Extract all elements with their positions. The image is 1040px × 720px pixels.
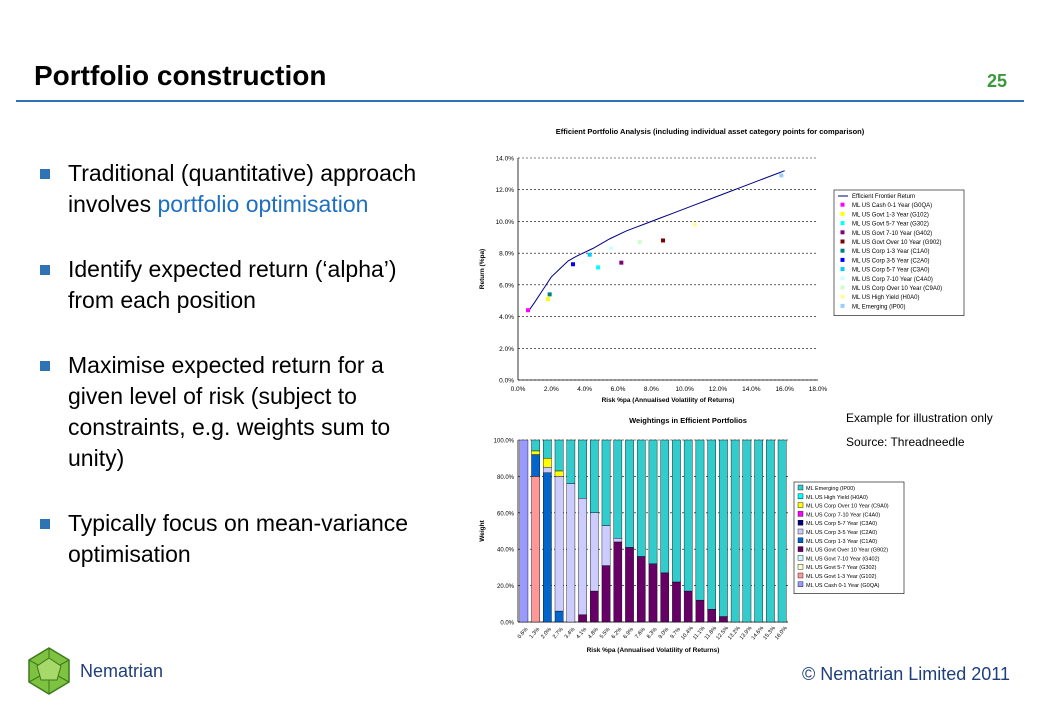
legend-label: ML US Corp 3-5 Year (C2A0) (852, 258, 930, 265)
y-axis-label: Return (%pa) (479, 248, 486, 290)
x-tick-label: 8.3% (645, 626, 659, 641)
y-tick-label: 6.0% (499, 282, 514, 290)
legend-label: ML US Corp 1-3 Year (C1A0) (852, 249, 930, 256)
bar-segment (625, 440, 633, 547)
data-point (527, 309, 530, 312)
y-tick-label: 0.0% (500, 620, 514, 627)
bullet-marker (40, 361, 50, 371)
legend-swatch (841, 304, 844, 307)
y-tick-label: 12.0% (495, 187, 514, 195)
legend-label: ML US Cash 0-1 Year (G0QA) (852, 203, 933, 210)
bar-segment (555, 440, 563, 471)
data-point (638, 241, 641, 244)
legend-swatch (798, 538, 803, 543)
bullet-text: Identify expected return (‘alpha’) from each position (68, 256, 397, 313)
highlight-text: portfolio optimisation (157, 191, 369, 217)
bar-segment (614, 538, 622, 542)
x-tick-label: 11.1% (692, 625, 707, 642)
x-tick-label: 10.4% (680, 625, 695, 642)
chart-title: Weightings in Efficient Portfolios (629, 416, 747, 425)
bar-segment (532, 451, 540, 455)
legend-swatch (798, 485, 803, 490)
x-tick-label: 1.3% (528, 626, 542, 641)
data-point (572, 263, 575, 266)
legend-label: ML US Corp Over 10 Year (C9A0) (806, 503, 889, 510)
bullet-text: Maximise expected return for a given level of risk (subject to constraints, e.g. weights sum to unity) (68, 352, 391, 471)
bar-segment (614, 440, 622, 538)
brand-name: Nematrian (80, 661, 164, 681)
legend-swatch (798, 503, 803, 508)
x-tick-label: 10.0% (675, 386, 694, 393)
bar-segment (555, 611, 563, 622)
legend-swatch (798, 573, 803, 578)
data-point (662, 239, 665, 242)
y-tick-label: 14.0% (495, 155, 514, 163)
bar-segment (743, 440, 751, 622)
bar-segment (578, 440, 586, 498)
nematrian-logo-icon (24, 646, 74, 696)
legend-label: ML US Govt 1-3 Year (G102) (806, 574, 877, 580)
bar-segment (661, 573, 669, 622)
y-tick-label: 0.0% (499, 377, 514, 385)
x-tick-label: 9.0% (657, 626, 671, 641)
legend-label: Efficient Frontier Return (852, 194, 916, 200)
data-point (620, 261, 623, 264)
legend-swatch (841, 268, 844, 271)
legend-swatch (798, 494, 803, 499)
y-tick-label: 2.0% (499, 345, 514, 353)
bar-segment (543, 440, 551, 458)
bar-segment (766, 440, 774, 622)
legend-swatch (841, 240, 844, 243)
legend-label: ML Emerging (IP00) (806, 486, 856, 492)
x-axis-label: Risk %pa (Annualised Volatility of Returns) (601, 397, 735, 404)
data-point (548, 293, 551, 296)
bar-segment (555, 471, 563, 476)
legend-label: ML US Corp 7-10 Year (C4A0) (806, 512, 881, 519)
bullet-list (40, 158, 420, 604)
bullet-marker (40, 169, 50, 179)
x-tick-label: 4.1% (575, 626, 589, 641)
data-point (547, 298, 550, 301)
illustration-note: Example for illustration only (846, 411, 993, 425)
x-tick-label: 6.0% (610, 386, 626, 393)
legend-swatch (798, 547, 803, 552)
bullet-text: Traditional (quantitative) approach involves portfolio optimisation (68, 160, 417, 217)
bar-segment (567, 484, 575, 622)
y-axis-label: Weight (479, 520, 486, 542)
slide-title: Portfolio construction (34, 60, 327, 91)
bar-segment (778, 440, 786, 622)
legend-swatch (841, 286, 844, 289)
bar-segment (755, 440, 763, 622)
bar-segment (708, 609, 716, 622)
legend-swatch (841, 222, 844, 225)
bar-segment (625, 547, 633, 622)
bullet-marker (40, 265, 50, 275)
legend-swatch (798, 582, 803, 587)
bar-segment (602, 566, 610, 622)
data-point (597, 266, 600, 269)
legend-label: ML US Govt 5-7 Year (G302) (806, 565, 877, 572)
x-tick-label: 2.7% (551, 626, 565, 641)
legend-label: ML US High Yield (H0A0) (852, 295, 920, 302)
x-tick-label: 0.0% (510, 386, 526, 393)
bar-segment (555, 476, 563, 611)
bar-segment (696, 440, 704, 600)
data-point (693, 223, 696, 226)
bar-segment (602, 440, 610, 526)
bar-segment (731, 440, 739, 622)
legend-swatch (841, 258, 844, 261)
bullet-item (40, 508, 420, 570)
x-tick-label: 16.0% (774, 625, 789, 642)
bar-segment (520, 440, 528, 622)
legend-label: ML US Corp Over 10 Year (C9A0) (852, 286, 943, 292)
legend-label: ML US Govt Over 10 Year (G902) (852, 240, 942, 246)
bar-segment (719, 440, 727, 617)
bar-segment (672, 440, 680, 582)
bar-segment (578, 498, 586, 614)
x-tick-label: 13.9% (738, 625, 754, 642)
x-tick-label: 18.0% (808, 386, 828, 393)
source-note: Source: Threadneedle (846, 435, 965, 449)
x-tick-label: 6.2% (610, 626, 624, 641)
x-tick-label: 6.9% (622, 626, 636, 641)
bar-segment (543, 458, 551, 467)
y-tick-label: 100.0% (493, 438, 514, 445)
legend-label: ML US Corp 3-5 Year (C2A0) (806, 530, 878, 536)
bar-segment (532, 455, 540, 477)
y-tick-label: 10.0% (495, 218, 514, 226)
bar-segment (661, 440, 669, 573)
bar-segment (532, 476, 540, 622)
bar-segment (637, 556, 645, 622)
frontier-line (528, 171, 785, 312)
y-tick-label: 4.0% (499, 314, 514, 322)
x-tick-label: 12.5% (715, 625, 730, 642)
bullet-item (40, 158, 420, 220)
bullet-item (40, 254, 420, 316)
bullet-item (40, 350, 420, 474)
bar-segment (684, 440, 692, 591)
legend-label: ML US Corp 7-10 Year (C4A0) (852, 276, 933, 283)
legend-label: ML US Corp 5-7 Year (C3A0) (852, 267, 930, 274)
bullet-text: Typically focus on mean-variance optimisation (68, 510, 409, 567)
bar-segment (719, 617, 727, 622)
bar-segment (602, 526, 610, 566)
x-tick-label: 4.0% (577, 386, 593, 393)
x-tick-label: 13.2% (727, 625, 742, 642)
legend-swatch (841, 249, 844, 252)
x-tick-label: 2.0% (540, 626, 553, 641)
x-tick-label: 16.0% (775, 386, 794, 393)
legend-swatch (841, 203, 844, 206)
legend-label: ML US Govt Over 10 Year (G902) (806, 547, 889, 554)
legend-swatch (798, 529, 803, 534)
y-tick-label: 8.0% (499, 250, 514, 258)
bar-segment (590, 513, 598, 591)
bar-segment (590, 440, 598, 513)
bar-segment (649, 440, 657, 564)
legend-swatch (841, 277, 844, 280)
legend-label: ML Emerging (IP00) (852, 304, 906, 311)
x-axis-label: Risk %pa (Annualised Volatility of Returns) (586, 647, 720, 654)
chart-title: Efficient Portfolio Analysis (including individual asset category points for comparison) (555, 127, 865, 136)
x-tick-label: 5.5% (598, 626, 612, 641)
bar-segment (708, 440, 716, 609)
legend-label: ML US Cash 0-1 Year (G0QA) (806, 582, 880, 589)
x-tick-label: 7.6% (634, 626, 647, 641)
bar-segment (543, 473, 551, 622)
x-tick-label: 4.8% (587, 626, 600, 641)
legend-swatch (841, 212, 844, 215)
bar-segment (649, 564, 657, 622)
x-tick-label: 15.3% (762, 625, 777, 642)
bar-segment (637, 440, 645, 556)
x-tick-label: 12.0% (708, 386, 728, 393)
bar-segment (684, 591, 692, 622)
legend-swatch (798, 511, 803, 516)
y-tick-label: 80.0% (496, 474, 514, 481)
x-tick-label: 9.7% (669, 626, 683, 641)
legend-label: ML US Corp 1-3 Year (C1A0) (806, 538, 878, 545)
legend-swatch (841, 231, 844, 234)
bar-segment (696, 600, 704, 622)
x-tick-label: 11.8% (703, 625, 719, 642)
legend-swatch (798, 555, 803, 560)
legend-swatch (841, 295, 844, 298)
bar-segment (543, 467, 551, 472)
legend-swatch (798, 520, 803, 525)
bar-segment (567, 440, 575, 484)
legend-swatch (798, 564, 803, 569)
legend-label: ML US Govt 5-7 Year (G302) (852, 221, 929, 228)
legend-label: ML US Govt 7-10 Year (G402) (852, 230, 933, 237)
legend-label: ML US Corp 5-7 Year (C3A0) (806, 521, 878, 528)
x-tick-label: 3.4% (563, 626, 577, 641)
bullet-marker (40, 519, 50, 529)
bar-segment (614, 542, 622, 622)
y-tick-label: 40.0% (496, 547, 514, 554)
data-point (588, 253, 591, 256)
data-point (610, 247, 613, 250)
copyright-text: © Nematrian Limited 2011 (801, 664, 1010, 684)
legend-label: ML US Govt 7-10 Year (G402) (806, 556, 880, 563)
x-tick-label: 8.0% (643, 386, 659, 393)
bar-segment (590, 591, 598, 622)
bar-segment (578, 615, 586, 622)
x-tick-label: 14.0% (742, 386, 761, 393)
y-tick-label: 20.0% (496, 584, 514, 591)
page-number: 25 (986, 71, 1007, 91)
legend-label: ML US Govt 1-3 Year (G102) (852, 212, 929, 219)
efficient-frontier-chart (470, 120, 1010, 405)
legend-label: ML US High Yield (H0A0) (806, 494, 868, 501)
y-tick-label: 60.0% (496, 511, 514, 518)
title-divider (16, 100, 1024, 102)
bar-segment (532, 440, 540, 451)
x-tick-label: 2.0% (543, 386, 559, 393)
x-tick-label: 14.6% (750, 625, 766, 642)
x-tick-label: 0.6% (516, 626, 530, 641)
bar-segment (672, 582, 680, 622)
data-point (780, 174, 783, 177)
